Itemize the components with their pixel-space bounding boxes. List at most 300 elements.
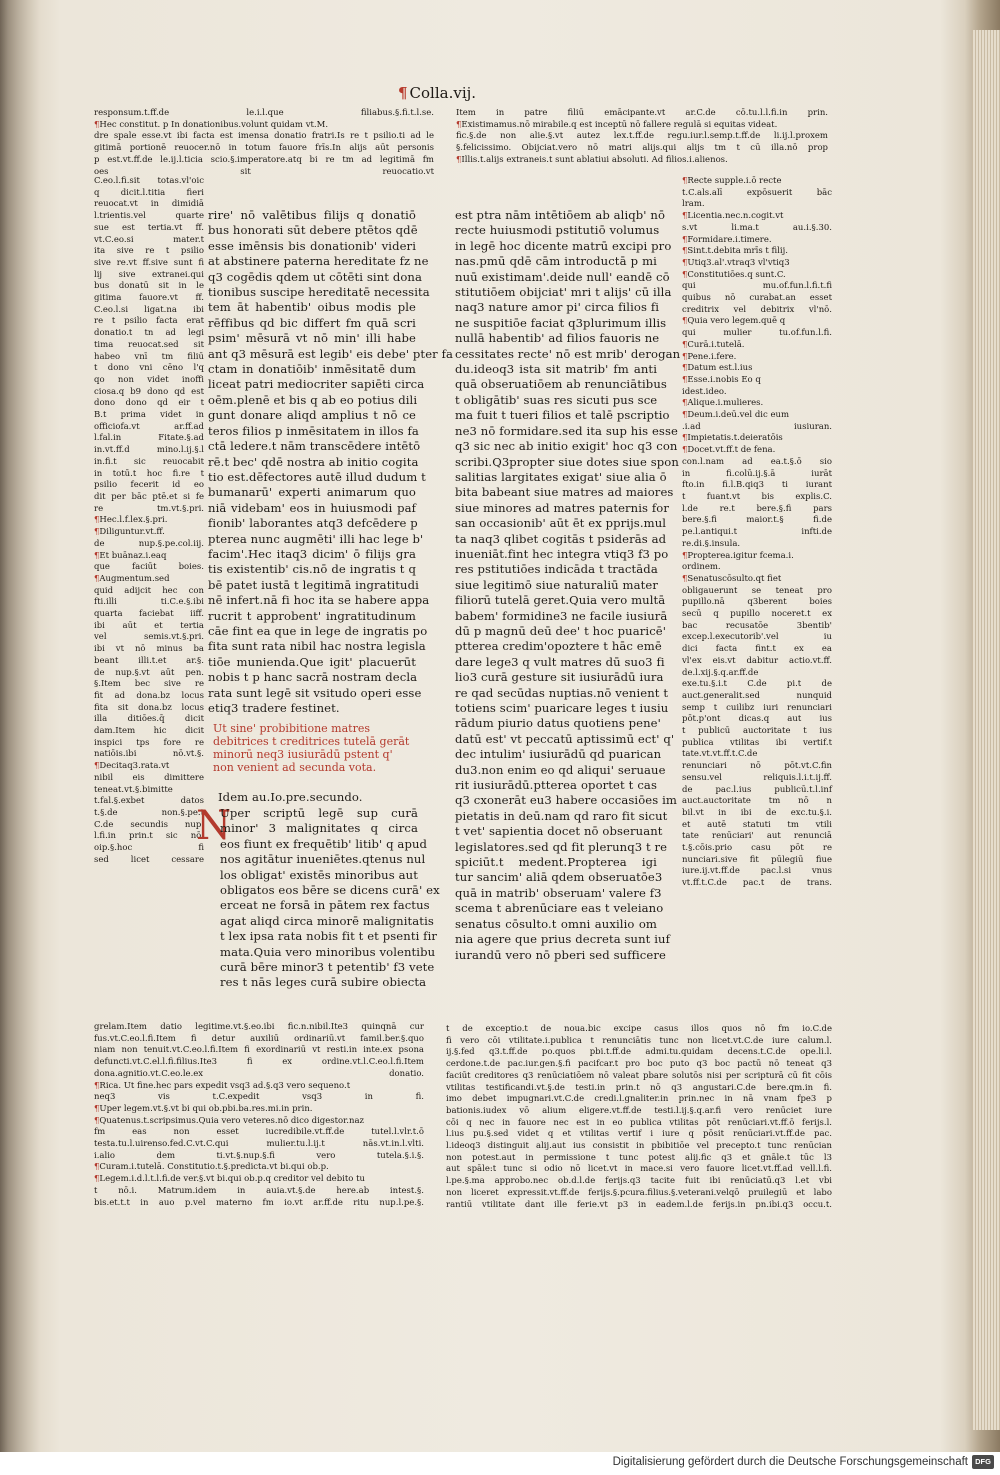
gutter-fragment xyxy=(0,690,26,702)
text-line: ¶Illis.t.alijs extraneis.t sunt ablatiui absoluti. Ad filios.i.alienos. xyxy=(456,154,728,165)
text-line: t obligātib' suas res sicuti pus sce xyxy=(455,392,658,407)
text-line: ne suspitiōe faciat q3plurimum illis xyxy=(455,315,667,330)
text-line: iurandū vero nō pberi sed sufficere xyxy=(455,947,666,962)
paragraph-mark-icon: ¶ xyxy=(682,433,688,444)
gutter-fragment xyxy=(0,852,26,864)
decorated-initial-N: N xyxy=(196,803,231,849)
text-line: auct.generalit.sed nunquid xyxy=(682,690,832,701)
gutter-fragment xyxy=(0,1140,26,1152)
text-line: §.felicissimo. Obijciat.vero nō matri alijs.qui alijs tm t cū illa.nō prop xyxy=(456,143,828,154)
text-line: cōi q nec in fauore nec est in eo publica vtilitas pōt renūciari.vt.ff.ō ferijs.l. xyxy=(446,1117,832,1128)
dfg-logo: DFG xyxy=(972,1455,994,1469)
text-line: pōt.p'ont dicas.q aut ius xyxy=(682,714,832,725)
text-line: lij sive extranei.qui xyxy=(94,269,204,280)
gutter-fragment xyxy=(0,996,26,1008)
gutter-fragment xyxy=(0,906,26,918)
text-line: q3 sic nec ab initio exigit' hoc q3 con xyxy=(455,439,678,454)
text-line: ¶Curā.i.tutelā. xyxy=(682,339,745,350)
text-line: tis existentib' cis.nō de ingratis t q xyxy=(208,562,416,577)
text-line: babem' formidine3 ne facile iusiurā xyxy=(455,608,668,623)
text-line: auct.auctoritate tm nō n xyxy=(682,796,832,807)
text-line: non venient ad secunda vota. xyxy=(213,761,377,774)
text-line: tem āt habentib' oibus modis ple xyxy=(208,300,416,315)
left-gloss-column xyxy=(94,176,204,866)
gutter-fragment xyxy=(0,1158,26,1170)
paragraph-mark-icon: ¶ xyxy=(94,761,100,772)
text-line: que faciūt boies. xyxy=(94,562,204,573)
text-line: fm eas non esset iucredibile.vt.ff.de tutel.l.vlr.t.ō xyxy=(94,1127,424,1138)
text-line: ¶Recte supple.i.ō recte xyxy=(682,176,782,186)
text-line: re tm.vt.§.pri. xyxy=(94,503,204,514)
text-line: rādum piurio datus quotiens pene' xyxy=(455,716,661,731)
paragraph-mark-icon: ¶ xyxy=(94,1162,100,1173)
text-line: ne3 nō formidare.sed ita sup his esse xyxy=(455,423,678,438)
gutter-fragment xyxy=(0,438,26,450)
text-line: de nup.§.vt aūt pen. xyxy=(94,667,204,678)
text-line: t lex ipsa rata nobis fit t et psenti fir xyxy=(220,929,438,944)
gutter-fragment xyxy=(0,618,26,630)
text-line: agat aliqd circa minorē malignitatis xyxy=(220,913,434,928)
text-line: oēm.plenē et bis q ab eo potius dili xyxy=(208,392,418,407)
text-line: qui mulier tu.of.fun.l.fi. xyxy=(682,328,832,339)
text-line: legislatores.sed qd fit plerunq3 t re xyxy=(455,839,668,854)
text-line: bere.§.fi maior.t.§ fi.de xyxy=(682,515,832,526)
text-line: rucrit t approbent' ingratitudinum xyxy=(208,608,416,623)
text-line: quā in matrib' obseruam' valere f3 xyxy=(455,885,662,900)
gutter-fragment xyxy=(0,240,26,252)
text-line: fic.§.de non alie.§.vt autez lex.t.ff.de regu.iur.l.semp.t.ff.de li.ij.l.proxem xyxy=(456,131,828,142)
text-line: C.eo.l.si ligat.na ibi xyxy=(94,304,204,315)
text-line: iure.ij.vt.ff.de pac.l.si vnus xyxy=(682,866,832,877)
gutter-fragment xyxy=(0,978,26,990)
text-line: pe.l.antiqui.t infti.de xyxy=(682,527,832,538)
text-line: in fi.colū.ij.§.ā iurāt xyxy=(682,468,832,479)
paragraph-mark-icon: ¶ xyxy=(94,1080,100,1091)
text-line: q3 cxonerāt eu3 habere occasiōes im xyxy=(455,793,677,808)
text-line: curā bēre minor3 t petentib' f3 vete xyxy=(220,960,435,975)
text-line: ¶Curam.i.tutelā. Constitutio.t.§.predicta.vt bi.qui ob.p. xyxy=(94,1162,329,1173)
text-line: in legē hoc dicente matrū excipi pro xyxy=(455,238,672,253)
text-line: s.vt li.ma.t au.i.§.30. xyxy=(682,222,832,233)
text-line: nia agere que prius decreta sunt iuf xyxy=(455,932,670,947)
text-line: dona.agnitio.vt.C.eo.le.ex donatio. xyxy=(94,1068,424,1079)
paragraph-mark-icon: ¶ xyxy=(94,527,100,538)
text-line: i.alio dem ti.vt.§.nup.§.fi vero tutela.§.i.§. xyxy=(94,1150,424,1161)
text-line: dare lege3 q vult matres dū suo3 fi xyxy=(455,654,665,669)
text-line: bil.vt in ibi de exc.tu.§.i. xyxy=(682,807,832,818)
text-line: imo debet impugnari.vt.C.de credi.l.gnaliter.in prin.nec in nā vnam fpe3 p xyxy=(446,1094,832,1105)
gutter-fragment xyxy=(0,1068,26,1080)
text-line: minorū neq3 iusiurādū pstent q' xyxy=(213,748,393,761)
text-line: natiōis.ibi nō.vt.§. xyxy=(94,749,204,760)
text-line: mata.Quia vero minoribus volentibu xyxy=(220,944,436,959)
text-line: t de exceptio.t de noua.bic excipe casus illos quos nō fm io.C.de xyxy=(446,1024,832,1034)
text-line: t.§.de non.§.pe.t xyxy=(94,807,204,818)
text-line: eos fiunt ex frequētib' litib' q apud xyxy=(220,836,428,851)
text-line: renunciari nō pōt.vt.C.fin xyxy=(682,761,832,772)
text-line: t vet' sapientia docet nō obseruant xyxy=(455,824,663,839)
text-line: ptterea credim'opoztere t hāc emē xyxy=(455,639,662,654)
text-line: ciosa.q b9 dono qd est xyxy=(94,386,204,397)
gutter-fragment xyxy=(0,762,26,774)
gutter-fragment xyxy=(0,60,26,72)
gutter-fragment xyxy=(0,942,26,954)
text-line: t.fal.§.exbet datos xyxy=(94,796,204,807)
gutter-fragment xyxy=(0,1014,26,1026)
text-line: psilio fecerit id eo xyxy=(94,480,204,491)
text-line: re t psilio facta erat xyxy=(94,316,204,327)
paragraph-mark-icon: ¶ xyxy=(94,1115,100,1126)
gutter-fragment xyxy=(0,870,26,882)
gutter-fragment xyxy=(0,924,26,936)
text-line: oip.§.hoc fi xyxy=(94,843,204,854)
paragraph-mark-icon: ¶ xyxy=(682,573,688,584)
text-line: ¶Et buānaz.i.eaq xyxy=(94,550,167,561)
pilcrow-icon: ¶ xyxy=(398,84,408,102)
text-line: etiq3 tradere festinet. xyxy=(208,701,340,715)
text-line: los obligat' existēs minoribus aut xyxy=(220,867,418,882)
text-line: scribi.Q3propter siue dotes siue spon xyxy=(455,454,679,469)
gutter-fragment xyxy=(0,186,26,198)
gutter-fragment xyxy=(0,636,26,648)
text-line: reuocat.vt in dimidiā xyxy=(94,199,204,210)
text-line: qui mu.of.fun.l.fi.t.fi xyxy=(682,281,832,292)
text-line: lio3 curā gesture sit iusiurādū iura xyxy=(455,670,664,685)
text-line: scema t abrenūciare eas t veleiano xyxy=(455,901,664,916)
gutter-fragment xyxy=(0,672,26,684)
text-line: t fuant.vt bis explis.C. xyxy=(682,491,832,502)
text-line: ¶Existimamus.nō mirabile.q est inceptū nō fallere regulā si equitas videat. xyxy=(456,119,778,130)
gutter-fragment xyxy=(0,564,26,576)
gutter-fragment xyxy=(0,726,26,738)
text-line: tate.vt.vt.ff.t.C.de xyxy=(682,749,758,760)
text-line: pupillo.nā q3berent boies xyxy=(682,597,832,608)
text-line: cāe fint ea que in lege de ingratis po xyxy=(208,623,428,638)
text-line: ibi aūt et tertia xyxy=(94,620,204,631)
text-line: testa.tu.l.uirenso.fed.C.vt.C.qui mulier.tu.l.ij.t nās.vt.in.l.vlti. xyxy=(94,1139,424,1150)
text-line: ¶Diliguntur.vt.ff. xyxy=(94,527,165,538)
text-line: nos agitātur inueniētes.qtenus nul xyxy=(220,852,426,867)
text-line: ant q3 mēsurā est legib' eis debe' pter fa xyxy=(208,346,453,361)
paragraph-mark-icon: ¶ xyxy=(682,211,688,222)
gutter-fragment xyxy=(0,798,26,810)
text-line: l.ius pu.§.sed videt q et vtilitas vertif i iure q pōsit renūciari.vt.ff.de pac. xyxy=(446,1129,832,1140)
text-line: vel semis.vt.§.pri. xyxy=(94,632,204,643)
gutter-fragment xyxy=(0,474,26,486)
gutter-fragment xyxy=(0,1122,26,1134)
gutter-fragment xyxy=(0,222,26,234)
text-line: ¶Utiq3.al'.vtraq3 vl'vtiq3 xyxy=(682,257,790,268)
text-line: bumanarū' experti animarum quo xyxy=(208,485,416,500)
paragraph-mark-icon: ¶ xyxy=(682,234,688,245)
text-line: teneat.vt.§.bimitte xyxy=(94,784,173,795)
gutter-fragment xyxy=(0,114,26,126)
text-line: siue legitimō siue naturaliū mater xyxy=(455,577,658,592)
text-line: C.eo.l.fi.sit totas.vl'oic xyxy=(94,176,204,186)
text-line: t publicū auctoritate t ius xyxy=(682,726,832,737)
paragraph-mark-icon: ¶ xyxy=(94,573,100,584)
text-line: rit iusiurādū.ptterea oportet t cas xyxy=(455,778,657,793)
text-line: facim'.Hec itaq3 dicim' ō filijs gra xyxy=(208,546,416,561)
text-line: nibil eis dimittere xyxy=(94,772,204,783)
paragraph-mark-icon: ¶ xyxy=(94,1103,100,1114)
text-line: bita babeant siue matres ad maiores xyxy=(455,485,674,500)
text-line: teros filios p inmēsitatem in illos fa xyxy=(208,423,419,438)
text-line: pterea nunc augmēti' illi hac lege b' xyxy=(208,531,424,546)
text-line: dici facta fint.t ex ea xyxy=(682,644,832,655)
paragraph-mark-icon: ¶ xyxy=(456,154,462,165)
paragraph-mark-icon: ¶ xyxy=(682,550,688,561)
text-line: sive re.vt ff.sive sunt fi xyxy=(94,257,204,268)
paragraph-mark-icon: ¶ xyxy=(682,351,688,362)
footer-credit: Digitalisierung gefördert durch die Deutsche Forschungsgemeinschaft xyxy=(612,1456,968,1468)
gutter-fragment xyxy=(0,384,26,396)
text-line: ¶Propterea.igitur fcema.i. xyxy=(682,550,794,561)
gutter-fragment xyxy=(0,780,26,792)
text-line: at abstinere paterna hereditate fz ne xyxy=(208,254,429,269)
text-line: re qad secūdas nuptias.nō venient t xyxy=(455,685,669,700)
text-line: tionibus suscipe hereditatē necessita xyxy=(208,285,430,300)
facing-page-gutter xyxy=(0,0,40,1475)
text-line: san occasionib' aūt ēt ex pprijs.mul xyxy=(455,516,667,531)
text-line: p est.vt.ff.de le.ij.l.ticia scio.§.imperatore.atq bi re tm ad legitimā fm xyxy=(94,154,434,165)
gutter-fragment xyxy=(0,1104,26,1116)
text-line: ¶Deum.i.deū.vel dic eum xyxy=(682,410,790,421)
right-gloss-column xyxy=(682,176,832,890)
text-line: l.fal.in Fitate.§.ad xyxy=(94,433,204,444)
text-line: t.§.cōis.prio casu pōt re xyxy=(682,843,832,854)
text-line: ¶Datum est.l.ius xyxy=(682,363,753,374)
paragraph-mark-icon: ¶ xyxy=(682,246,688,257)
text-line: ctam in donatiōib' inmēsitatē dum xyxy=(208,362,416,377)
text-line: niā videbam' eos in huiusmodi paf xyxy=(208,500,416,515)
bottom-gloss-right xyxy=(446,1024,832,1211)
gutter-fragment xyxy=(0,528,26,540)
text-line: esse imēnsis bis donationib' videri xyxy=(208,238,416,253)
text-line: obligatos eos bēre se dicens curā' ex xyxy=(220,883,440,898)
text-line: publica vtilitas ibi vertif.t xyxy=(682,737,832,748)
text-line: ¶Uper legem.vt.§.vt bi qui ob.pbi.ba.res.mi.in prin. xyxy=(94,1103,313,1114)
text-line: datū est' vt peccatū aptissimū ect' q' xyxy=(455,731,675,746)
text-line: vt.ff.t.C.de pac.t de trans. xyxy=(682,878,832,889)
gutter-fragment xyxy=(0,1194,26,1206)
gutter-fragment xyxy=(0,402,26,414)
gutter-fragment xyxy=(0,960,26,972)
text-line: dū p magnū deū dee' t hoc puaricē' xyxy=(455,623,667,638)
text-line: ¶Hec.l.f.lex.§.pri. xyxy=(94,515,168,526)
text-line: ¶Docet.vt.ff.t de fena. xyxy=(682,445,776,456)
gutter-fragment xyxy=(0,330,26,342)
gutter-fragment xyxy=(0,1086,26,1098)
text-line: qo non videt inoffi xyxy=(94,374,204,385)
text-line: l.ideoq3 distinguit alij.aut ius consistit in pbibitiōe vel precepto.t tunc renūcian xyxy=(446,1141,832,1152)
text-line: et autē statuti tm vtili xyxy=(682,819,832,830)
top-gloss-right xyxy=(456,108,828,167)
text-line: ij.§.fed q3.t.ff.de po.quos pbi.t.ff.de admi.tu.quidam decens.t.C.de ope.li.l. xyxy=(446,1047,832,1058)
text-line: ¶Pene.i.fere. xyxy=(682,351,737,362)
text-line: siue minores ad matres paternis for xyxy=(455,500,669,515)
text-line: gitimā portionē reuocer.nō in totum fauore frīs.In alijs aūt personis xyxy=(94,143,434,154)
text-line: quibus nō curabat.an esset xyxy=(682,293,832,304)
text-line: q3 cogēdis qdem ut cōtēti sint dona xyxy=(208,269,422,284)
gutter-fragment xyxy=(0,600,26,612)
text-line: ctā ledere.t nām transcēdere intētō xyxy=(208,439,421,454)
text-line: C.de secundis nup. xyxy=(94,819,204,830)
text-line: in.vt.ff.d mino.l.ij.§.l xyxy=(94,445,204,456)
text-line: dono dono qd eir t xyxy=(94,398,204,409)
main-text-column-2 xyxy=(455,208,681,963)
gutter-fragment xyxy=(0,132,26,144)
text-line: l.fi.in prin.t sic nō. xyxy=(94,831,204,842)
text-line: faciūt creditores q3 renūciatiōem nō valeat pbare solutōs nisi per scripturā cū fit cōis xyxy=(446,1070,832,1081)
text-line: ta naq3 qlibet cogitās t psiderās ad xyxy=(455,531,667,546)
text-line: illa ditiōes.q̄ dicit xyxy=(94,714,204,725)
text-line: ¶Constitutiōes.q sunt.C. xyxy=(682,269,786,280)
text-line: rē.t bec' qdē nostra ab initio cogita xyxy=(208,454,419,469)
text-line: con.l.nam ad ea.t.§.ō sio xyxy=(682,456,832,467)
paragraph-mark-icon: ¶ xyxy=(94,1174,100,1185)
text-line: inueniāt.fint hec integra vtiq3 f3 po xyxy=(455,546,669,561)
text-line: dre spale esse.vt ibi facta est imensa donatio fratri.Is re t psilio.ti ad le xyxy=(94,131,434,142)
text-line: creditrix vel debitrix vl'nō. xyxy=(682,304,832,315)
gutter-fragment xyxy=(0,654,26,666)
text-line: secū q pupillo noceret.t ex xyxy=(682,609,832,620)
gutter-fragment xyxy=(0,546,26,558)
text-line: minor' 3 malignitates q circa xyxy=(220,821,418,836)
text-line: semp t cuilibz iuri renunciari xyxy=(682,702,832,713)
main-text-column-1-continued xyxy=(220,806,440,991)
text-line: pietatis in deū.nam qd raro fit sicut xyxy=(455,808,668,823)
main-text-column-1 xyxy=(208,208,453,716)
page-edges xyxy=(972,30,1000,1430)
text-line: fus.vt.C.eo.l.fi.Item fi detur auxiliū ordinariū.vt famil.ber.§.quo xyxy=(94,1033,424,1044)
gutter-fragment xyxy=(0,888,26,900)
text-line: ita sive re t psilio xyxy=(94,246,204,257)
text-line: donatio.t tn ad legi xyxy=(94,328,204,339)
text-line: gunt donare aliqd amplius t nō ce xyxy=(208,408,416,423)
gutter-fragment xyxy=(0,150,26,162)
text-line: idest.ideo. xyxy=(682,386,727,397)
text-line: sue est tertia.vt ff. xyxy=(94,222,204,233)
text-line: l.trientis.vel quarte xyxy=(94,211,204,222)
book-page xyxy=(78,78,958,1278)
text-line: psim' mēsurā vt nō min' illi habe xyxy=(208,331,416,346)
text-line: fionib' laborantes atq3 defcēdere p xyxy=(208,516,418,531)
text-line: quā obseruatiōem ab renunciātibus xyxy=(455,377,667,392)
digitization-footer xyxy=(0,1452,1000,1475)
gutter-fragment xyxy=(0,1032,26,1044)
text-line: responsum.t.ff.de le.i.l.que filiabus.§.fi.t.l.se. xyxy=(94,108,434,118)
gutter-fragment xyxy=(0,816,26,828)
text-line: l.pe.§.ma approbo.nec ob.d.l.de ferijs.q3 tacite fuit ibi renūciatū.q3 l.et vbi xyxy=(446,1176,832,1187)
text-line: ma fuit t tueri filios et talē pscriptio xyxy=(455,408,670,423)
text-line: fti.illi ti.C.e.§.ibi xyxy=(94,597,204,608)
text-line: habeo vnī tm filiū xyxy=(94,351,204,362)
text-line: ¶Augmentum.sed xyxy=(94,573,170,584)
intro-text: Idem au.Io.pre.secundo. xyxy=(218,790,363,804)
text-line: nobis t p hanc sacrā nostram decla xyxy=(208,670,418,685)
text-line: ¶Quatenus.t.scripsimus.Quia vero veteres.nō dico digestor.naz xyxy=(94,1115,365,1126)
text-line: de nup.§.pe.col.iij. xyxy=(94,538,204,549)
text-line: oes sit reuocatio.vt xyxy=(94,166,434,177)
text-line: totiens scim' puaricare leges t iusiu xyxy=(455,701,669,715)
gutter-fragment xyxy=(0,312,26,324)
gutter-fragment xyxy=(0,834,26,846)
gutter-fragment xyxy=(0,204,26,216)
text-line: vtilitas testificandi.vt.§.de testi.in prin.t nō q3 angustari.C.de bere.qm.in fi. xyxy=(446,1082,832,1093)
text-line: grelam.Item datio legitime.vt.§.eo.ibi fic.n.nibil.Ite3 quinqnā cur xyxy=(94,1022,424,1032)
text-line: l.de re.t bere.§.fi pars xyxy=(682,503,832,514)
paragraph-mark-icon: ¶ xyxy=(682,316,688,327)
text-line: fita sit dona.bz locus xyxy=(94,702,204,713)
gutter-fragment xyxy=(0,276,26,288)
text-line: rata sunt legē sit vsitudo operi esse xyxy=(208,685,422,700)
text-line: Uper scriptū legē sup curā xyxy=(220,806,418,820)
running-head xyxy=(398,84,476,102)
text-line: dec intulim' iusiurādū qd puarican xyxy=(455,747,662,762)
text-line: dam.Item hic dicit xyxy=(94,726,204,737)
paragraph-mark-icon: ¶ xyxy=(94,119,100,130)
text-line: ¶Decitaq3.rata.vt xyxy=(94,761,170,772)
text-line: erceat ne forsā in pātem rex factus xyxy=(220,898,430,913)
text-line: ¶Impietatis.t.deieratōis xyxy=(682,433,783,444)
text-line: cerdone.t.de pac.iur.gen.§.fi pacifcar.t pro boc puto q3 boc pactū nō teneat q3 xyxy=(446,1059,832,1070)
text-line: rēffibus qd bic differt fm quā scri xyxy=(208,315,416,330)
gutter-fragment xyxy=(0,582,26,594)
intro-line xyxy=(218,790,418,805)
text-line: ¶Legem.i.d.l.t.l.fi.de ver.§.vt bi.qui ob.p.q creditor vel debito tu xyxy=(94,1174,365,1185)
text-line: rantiū vtilitate dant ille ferie.vt p3 in eadem.l.de ferijs.in pn.ibi.q3 occu.t. xyxy=(446,1199,832,1210)
text-line: t.C.als.alī expōsuerit bāc xyxy=(682,187,832,198)
text-line: ¶Rica. Ut fine.hec pars expedit vsq3 ad.§.q3 vero sequeno.t xyxy=(94,1080,351,1091)
paragraph-mark-icon: ¶ xyxy=(94,515,100,526)
text-line: inspici tps fore re xyxy=(94,737,204,748)
text-line: tio est.dēfectores autē illud dudum t xyxy=(208,469,426,484)
paragraph-mark-icon: ¶ xyxy=(682,398,688,409)
text-line: naq3 nature amor pi' circa filios fi xyxy=(455,300,660,315)
text-line: ¶Licentia.nec.n.cogit.vt xyxy=(682,211,784,222)
text-line: ¶Alique.i.mulieres. xyxy=(682,398,764,409)
text-line: quid adijcit hec con xyxy=(94,585,204,596)
text-line: §.Item bec sive re xyxy=(94,679,204,690)
text-line: salitias largitates exigat' siue alia ō xyxy=(455,469,667,484)
text-line: in.fi.t sic reuocabit xyxy=(94,456,204,467)
gutter-fragment xyxy=(0,420,26,432)
text-line: fto.in fi.l.B.qiq3 ti iurant xyxy=(682,480,832,491)
paragraph-mark-icon: ¶ xyxy=(682,339,688,350)
text-line: debitrices t creditrices tutelā gerāt xyxy=(213,735,410,748)
text-line: vl'ex eis.vt dabitur actio.vt.ff. xyxy=(682,655,832,666)
text-line: obligauerunt se teneat pro xyxy=(682,585,832,596)
gutter-fragment xyxy=(0,258,26,270)
text-line: defuncti.vt.C.el.l.fi.filius.Ite3 fi ex ordine.vt.l.C.eo.l.fi.Item xyxy=(94,1057,424,1068)
gutter-fragment xyxy=(0,366,26,378)
paragraph-mark-icon: ¶ xyxy=(456,119,462,130)
text-line: cessitates recte' nō est mrib' derogan xyxy=(455,346,681,361)
gutter-fragment xyxy=(0,1176,26,1188)
text-line: fi vero cōi vtilitate.i.publica t renunciātis tunc non licet.vt.C.de iure calum.l. xyxy=(446,1035,832,1046)
paragraph-mark-icon: ¶ xyxy=(682,445,688,456)
text-line: tiōe munienda.Que igit' placuerūt xyxy=(208,654,416,669)
gutter-fragment xyxy=(0,744,26,756)
text-line: B.t prima videt in xyxy=(94,410,204,421)
gutter-fragment xyxy=(0,348,26,360)
paragraph-mark-icon: ¶ xyxy=(682,410,688,421)
text-line: dit per bāc ptē.et si fe xyxy=(94,491,204,502)
text-line: non liceret expressit.vt.ff.de ferijs.§.pcura.filius.§.veterani.velqō pruilegiū et labo xyxy=(446,1187,832,1198)
text-line: de.l.xij.§.q.ar.ff.de xyxy=(682,667,759,678)
text-line: tima reuocat.sed sit xyxy=(94,339,204,350)
